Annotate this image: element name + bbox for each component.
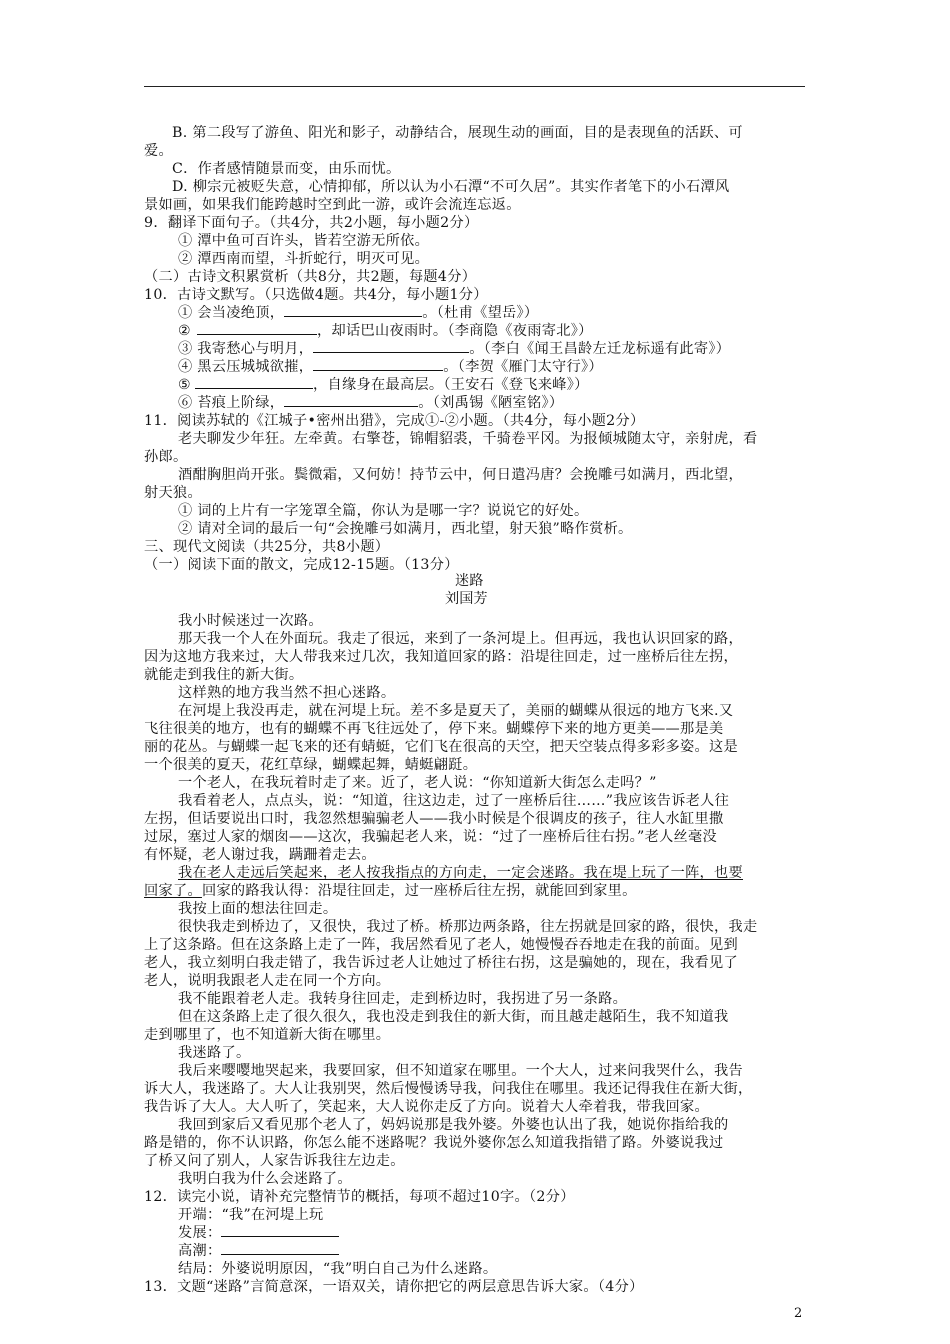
q12-title: 12．读完小说，请补充完整情节的概括，每项不超过10字。（2分） — [144, 1189, 575, 1205]
section-2-heading: （二）古诗文积累赏析（共8分，共2题，每题4分） — [144, 269, 477, 285]
answer-blank[interactable] — [221, 1242, 339, 1255]
story-line: 我明白我为什么会迷路了。 — [178, 1171, 352, 1187]
story-line: 一个很美的夏天，花红草绿，蝴蝶起舞，蜻蜓翩跹。 — [144, 757, 478, 773]
poem-stanza-1-line2: 孙郎。 — [144, 449, 188, 465]
story-line: 诉大人，我迷路了。大人让我别哭，然后慢慢诱导我，问我住在哪里。我还记得我住在新大街， — [144, 1081, 753, 1097]
story-line-underlined: 我在老人走远后笑起来，老人按我指点的方向走，一定会迷路。我在堤上玩了一阵，也要 — [178, 865, 744, 881]
answer-blank[interactable] — [284, 394, 418, 407]
story-title: 迷路 — [455, 573, 484, 589]
option-c: C．作者感情随景而变，由乐而忧。 — [172, 161, 401, 177]
q9-title: 9．翻译下面句子。（共4分，共2小题，每小题2分） — [144, 215, 479, 231]
story-line: 过尿，塞过人家的烟囱——这次，我骗起老人来，说：“过了一座桥后往右拐。”老人丝毫没 — [144, 829, 718, 845]
answer-blank[interactable] — [313, 358, 443, 371]
story-line: 我按上面的想法往回走。 — [178, 901, 338, 917]
poem-stanza-1-line1: 老夫聊发少年狂。左牵黄。右擎苍，锦帽貂裘，千骑卷平冈。为报倾城随太守，亲射虎，看 — [178, 431, 758, 447]
answer-blank[interactable] — [313, 340, 469, 353]
q10-item-5: ⑤ ，自缘身在最高层。（王安石《登飞来峰》） — [178, 377, 589, 393]
q9-sentence-2: ② 潭西南而望，斗折蛇行，明灭可见。 — [178, 251, 430, 267]
option-d-line2: 景如画，如果我们能跨越时空到此一游，或许会流连忘返。 — [144, 197, 521, 213]
story-line: 了桥又问了别人，人家告诉我往左边走。 — [144, 1153, 405, 1169]
story-line: 我回到家后又看见那个老人了，妈妈说那是我外婆。外婆也认出了我，她说你指给我的 — [178, 1117, 729, 1133]
story-author: 刘国芳 — [445, 591, 488, 607]
answer-blank[interactable] — [195, 376, 313, 389]
story-line: 有怀疑，老人谢过我，蹒跚着走去。 — [144, 847, 376, 863]
answer-blank[interactable] — [284, 304, 422, 317]
answer-blank[interactable] — [197, 322, 317, 335]
option-b-line2: 爱。 — [144, 143, 173, 159]
story-line: 因为这地方我来过，大人带我来过几次，我知道回家的路：沿堤往回走，过一座桥后往左拐， — [144, 649, 738, 665]
story-line: 老人，我立刻明白我走错了，我告诉过老人让她过了桥往右拐，这是骗她的，现在，我看见了 — [144, 955, 738, 971]
story-line: 左拐，但话要说出口时，我忽然想骗骗老人——我小时候是个很调皮的孩子，往人水缸里撒 — [144, 811, 724, 827]
story-line: 路是错的，你不认识路，你怎么能不迷路呢？我说外婆你怎么知道我指错了路。外婆说我过 — [144, 1135, 724, 1151]
story-line: 走到哪里了，也不知道新大街在哪里。 — [144, 1027, 391, 1043]
section-3-part-1-heading: （一）阅读下面的散文，完成12-15题。（13分） — [144, 557, 459, 573]
story-line: 我不能跟着老人走。我转身往回走，走到桥边时，我拐进了另一条路。 — [178, 991, 628, 1007]
option-d-line1: D. 柳宗元被贬失意，心情抑郁，所以认为小石潭“不可久居”。其实作者笔下的小石潭风 — [172, 179, 730, 195]
story-line: 那天我一个人在外面玩。我走了很远，来到了一条河堤上。但再远，我也认识回家的路， — [178, 631, 744, 647]
story-line: 我迷路了。 — [178, 1045, 251, 1061]
q12-climax: 高潮： — [178, 1242, 339, 1260]
story-line: 在河堤上我没再走，就在河堤上玩。差不多是夏天了，美丽的蝴蝶从很远的地方飞来.又 — [178, 703, 734, 719]
story-line: 很快我走到桥边了，又很快，我过了桥。桥那边两条路，往左拐就是回家的路，很快，我走 — [178, 919, 758, 935]
q10-item-2: ② ，却话巴山夜雨时。（李商隐《夜雨寄北》） — [178, 323, 593, 339]
story-line: 回家了。回家的路我认得：沿堤往回走，过一座桥后往左拐，就能回到家里。 — [144, 883, 637, 899]
poem-stanza-2-line1: 酒酣胸胆尚开张。鬓微霜，又何妨！持节云中，何日遣冯唐？会挽雕弓如满月，西北望， — [178, 467, 744, 483]
q11-title: 11．阅读苏轼的《江城子•密州出猎》，完成①-②小题。（共4分，每小题2分） — [144, 413, 645, 429]
story-line: 我告诉了大人。大人听了，笑起来，大人说你走反了方向。说着大人牵着我，带我回家。 — [144, 1099, 710, 1115]
story-line: 老人，说明我跟老人走在同一个方向。 — [144, 973, 391, 989]
q11-subquestion-2: ② 请对全词的最后一句“会挽雕弓如满月，西北望，射天狼”略作赏析。 — [178, 521, 633, 537]
story-line: 我后来嘤嘤地哭起来，我要回家，但不知道家在哪里。一个大人，过来问我哭什么，我告 — [178, 1063, 744, 1079]
q11-subquestion-1: ① 词的上片有一字笼罩全篇，你认为是哪一字？说说它的好处。 — [178, 503, 589, 519]
story-line: 我小时候迷过一次路。 — [178, 613, 323, 629]
story-line: 这样熟的地方我当然不担心迷路。 — [178, 685, 396, 701]
q10-item-4: ④ 黑云压城城欲摧， 。（李贺《雁门太守行》） — [178, 359, 603, 375]
q10-item-6: ⑥ 苔痕上阶绿， 。（刘禹锡《陋室铭》） — [178, 395, 564, 411]
story-line: 但在这条路上走了很久很久，我也没走到我住的新大街，而且越走越陌生，我不知道我 — [178, 1009, 729, 1025]
poem-stanza-2-line2: 射天狼。 — [144, 485, 202, 501]
story-line: 飞往很美的地方，也有的蝴蝶不再飞往远处了，停下来。蝴蝶停下来的地方更美——那是美 — [144, 721, 724, 737]
q10-title: 10．古诗文默写。（只选做4题。共4分，每小题1分） — [144, 287, 488, 303]
q10-item-1: ① 会当凌绝顶， 。（杜甫《望岳》） — [178, 305, 539, 321]
q12-ending: 结局：外婆说明原因，“我”明白自己为什么迷路。 — [178, 1261, 498, 1277]
q13-title: 13．文题“迷路”言简意深，一语双关，请你把它的两层意思告诉大家。（4分） — [144, 1279, 644, 1295]
story-line: 上了这条路。但在这条路上走了一阵，我居然看见了老人，她慢慢吞吞地走在我的前面。见到 — [144, 937, 738, 953]
answer-blank[interactable] — [221, 1224, 339, 1237]
option-b-line1: B. 第二段写了游鱼、阳光和影子，动静结合，展现生动的画面，目的是表现鱼的活跃、可 — [172, 125, 743, 141]
q10-item-3: ③ 我寄愁心与明月， 。（李白《闻王昌龄左迁龙标遥有此寄》） — [178, 341, 731, 357]
page-number: 2 — [794, 1306, 803, 1321]
section-3-heading: 三、现代文阅读（共25分，共8小题） — [144, 539, 390, 555]
q12-development: 发展： — [178, 1224, 339, 1242]
header-rule — [144, 86, 805, 87]
story-line: 就能走到我住的新大街。 — [144, 667, 304, 683]
story-line: 我看着老人，点点头，说：“知道，往这边走，过了一座桥后往……”我应该告诉老人往 — [178, 793, 730, 809]
q12-start: 开端：“我”在河堤上玩 — [178, 1207, 324, 1223]
q9-sentence-1: ① 潭中鱼可百许头，皆若空游无所依。 — [178, 233, 430, 249]
story-line: 一个老人，在我玩着时走了来。近了，老人说：“你知道新大街怎么走吗？” — [178, 775, 657, 791]
story-line: 丽的花丛。与蝴蝶一起飞来的还有蜻蜓，它们飞在很高的天空，把天空装点得多彩多姿。这是 — [144, 739, 738, 755]
